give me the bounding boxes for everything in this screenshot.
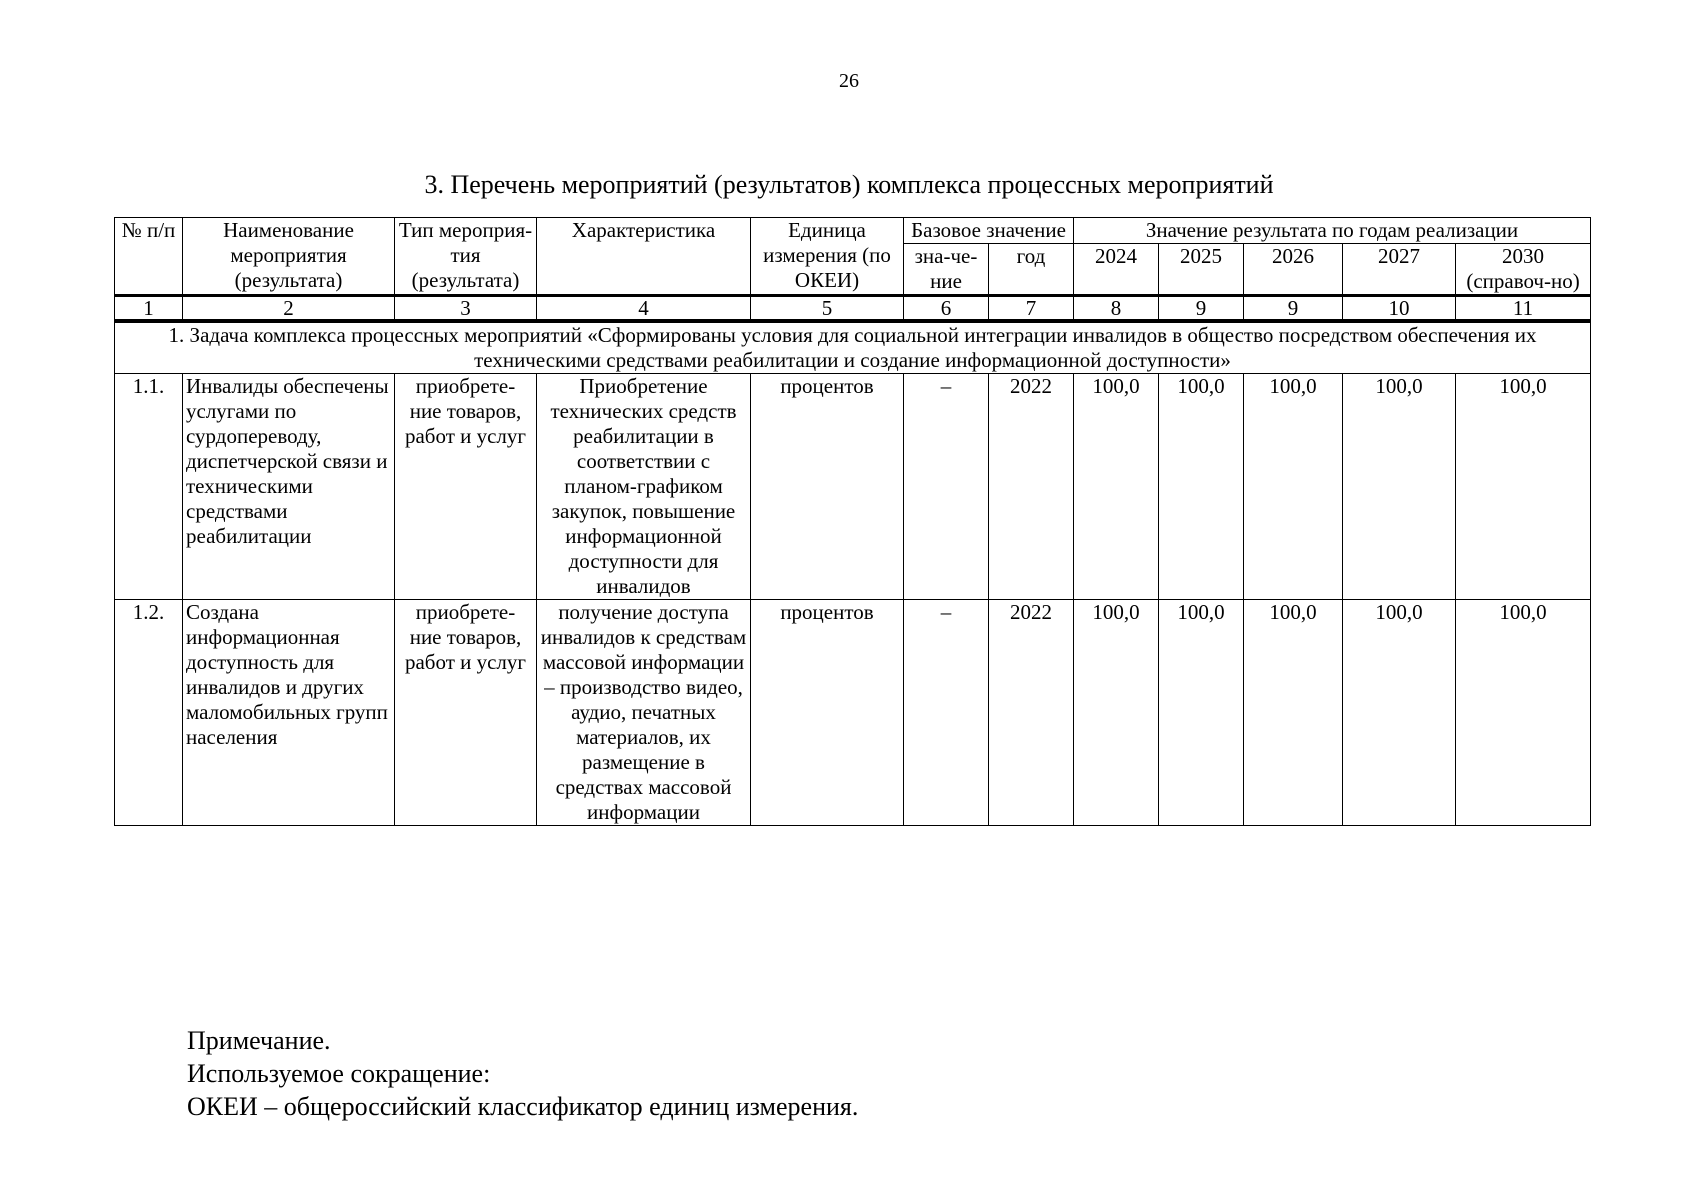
row-num: 1.2. (115, 600, 183, 826)
row-value: 100,0 (1244, 600, 1343, 826)
row-value: 100,0 (1343, 600, 1456, 826)
header-year: 2027 (1343, 244, 1456, 296)
header-type: Тип мероприя- тия (результата) (395, 218, 537, 296)
row-value: 100,0 (1159, 600, 1244, 826)
header-base-year: год (989, 244, 1074, 296)
page-title: 3. Перечень мероприятий (результатов) комплекса процессных мероприятий (424, 170, 1274, 199)
row-type: приобрете- ние товаров, работ и услуг (395, 374, 537, 600)
column-number: 8 (1074, 296, 1159, 322)
header-year: 2024 (1074, 244, 1159, 296)
header-name: Наименование мероприятия (результата) (183, 218, 395, 296)
header-base: Базовое значение (904, 218, 1074, 244)
column-number-row (115, 296, 1591, 322)
row-base-value: – (904, 600, 989, 826)
column-number: 7 (989, 296, 1074, 322)
column-number: 9 (1244, 296, 1343, 322)
row-value: 100,0 (1244, 374, 1343, 600)
row-value: 100,0 (1074, 374, 1159, 600)
row-unit: процентов (751, 600, 904, 826)
column-number: 11 (1456, 296, 1591, 322)
column-number: 6 (904, 296, 989, 322)
header-unit: Единица измерения (по ОКЕИ) (751, 218, 904, 296)
table-row (115, 374, 1591, 600)
row-characteristic: получение доступа инвалидов к средствам массовой информации – производство видео, аудио, печатных материалов, их размещение в средствах массовой информации (537, 600, 751, 826)
row-base-year: 2022 (989, 600, 1074, 826)
column-number: 9 (1159, 296, 1244, 322)
row-value: 100,0 (1074, 600, 1159, 826)
row-value: 100,0 (1159, 374, 1244, 600)
row-base-value: – (904, 374, 989, 600)
note (187, 1024, 858, 1123)
note-abbreviation: ОКЕИ – общероссийский классификатор единиц измерения. (187, 1092, 859, 1121)
table-row (115, 600, 1591, 826)
row-unit: процентов (751, 374, 904, 600)
column-number: 5 (751, 296, 904, 322)
header-row (115, 218, 1591, 244)
note-heading: Примечание. (187, 1026, 331, 1055)
row-num: 1.1. (115, 374, 183, 600)
header-year: 2026 (1244, 244, 1343, 296)
task-row (115, 321, 1591, 374)
header-num: № п/п (115, 218, 183, 296)
row-value: 100,0 (1456, 374, 1591, 600)
row-value: 100,0 (1456, 600, 1591, 826)
row-name: Инвалиды обеспечены услугами по сурдопереводу, диспетчерской связи и техническими средствами реабилитации (183, 374, 395, 600)
column-number: 3 (395, 296, 537, 322)
column-number: 10 (1343, 296, 1456, 322)
header-base-value: зна-че- ние (904, 244, 989, 296)
header-year: 2025 (1159, 244, 1244, 296)
measures-table (114, 217, 1591, 826)
header-values-by-year: Значение результата по годам реализации (1074, 218, 1591, 244)
column-number: 4 (537, 296, 751, 322)
header-year: 2030 (справоч-но) (1456, 244, 1591, 296)
row-name: Создана информационная доступность для инвалидов и других маломобильных групп населения (183, 600, 395, 826)
column-number: 1 (115, 296, 183, 322)
note-abbreviation-intro: Используемое сокращение: (187, 1059, 491, 1088)
row-characteristic: Приобретение технических средств реабилитации в соответствии с планом-графиком закупок, повышение информационной доступности для инвалидов (537, 374, 751, 600)
column-number: 2 (183, 296, 395, 322)
task-description: 1. Задача комплекса процессных мероприятий «Сформированы условия для социальной интеграции инвалидов в общество посредством обеспечения их техническими средствами реабилитации и создание информационной доступности» (115, 321, 1591, 374)
page-number: 26 (839, 70, 859, 92)
row-type: приобрете- ние товаров, работ и услуг (395, 600, 537, 826)
row-value: 100,0 (1343, 374, 1456, 600)
row-base-year: 2022 (989, 374, 1074, 600)
header-characteristic: Характеристика (537, 218, 751, 296)
